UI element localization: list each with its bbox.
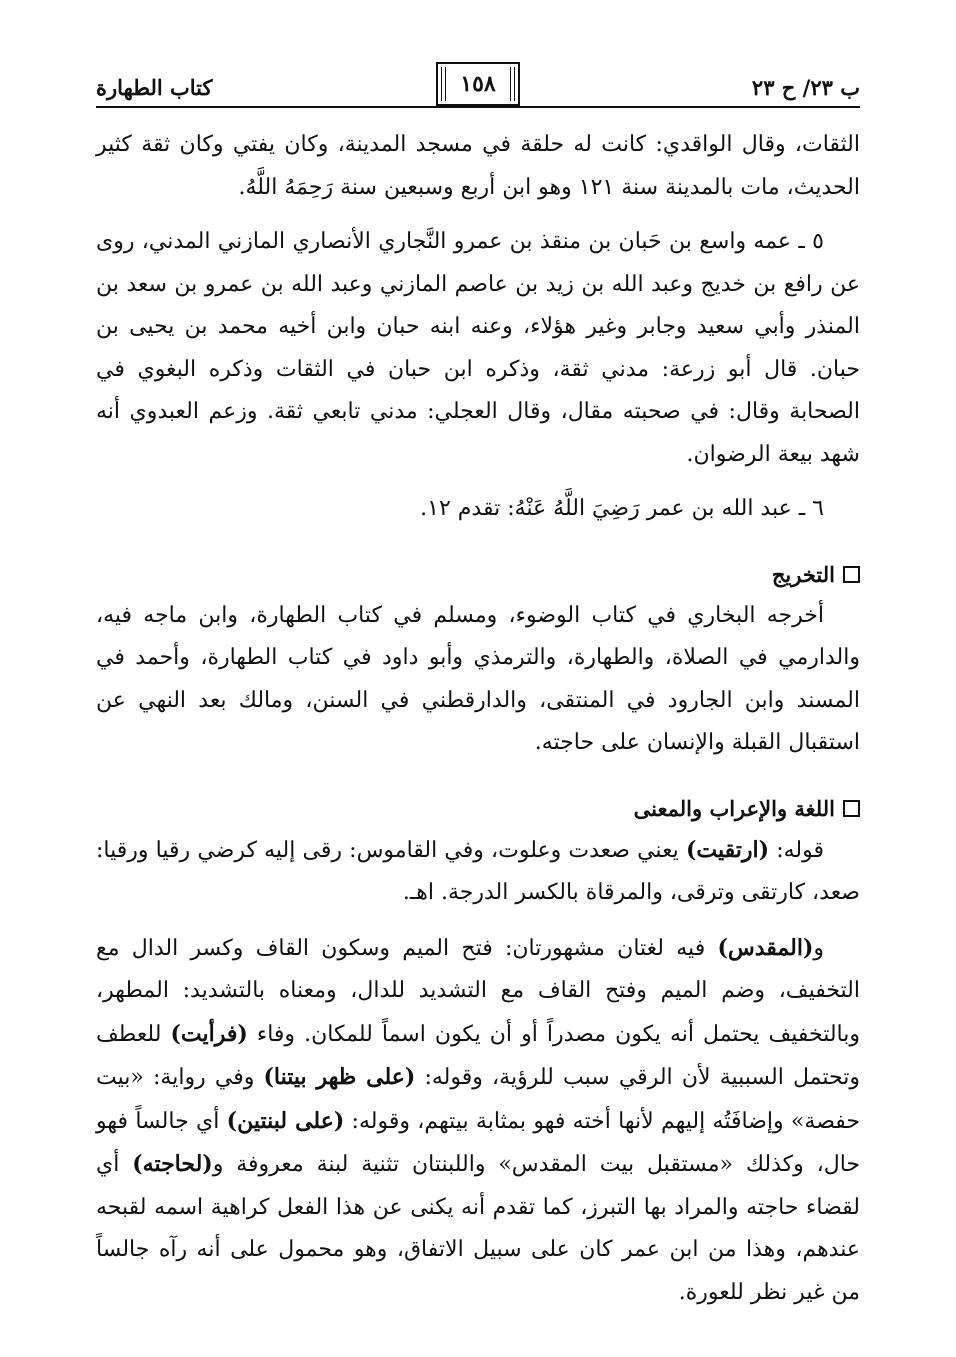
checkbox-square-icon	[843, 800, 860, 817]
text-run: و	[813, 935, 824, 961]
lugha-paragraph-2	[96, 927, 860, 1315]
text-run: أي جالساً فهو حال، وكذلك «مستقبل بيت المقدس» واللبنتان تثنية لبنة معروفة و	[96, 1108, 861, 1177]
text-run: يعني صعدت وعلوت، وفي القاموس: رقى إليه كرضي رقيا ورقيا: صعد، كارتقى وترقى، والمرقاة بالكسر الدرجة. اهـ.	[96, 837, 860, 905]
page-header	[96, 62, 860, 106]
paragraph-narrator-6: ٦ ـ عبد الله بن عمر رَضِيَ اللَّهُ عَنْهُ: تقدم ١٢.	[420, 496, 824, 521]
bold-term: (على ظهر بيتنا)	[263, 1064, 416, 1090]
bold-term: (على لبنتين)	[226, 1107, 345, 1134]
takhrij-heading-label: التخريج	[771, 561, 835, 587]
text-run: أي لقضاء حاجته والمراد بها التبرز، كما تقدم أنه يكنى عن هذا الفعل كراهية اسمه لقبحه عندهم، وهذا من ابن عمر كان على سبيل الاتفاق، وهو محمول على أنه رآه جالساً من غير نظر للعورة.	[96, 1152, 860, 1305]
takhrij-heading	[96, 555, 860, 595]
lugha-heading-label: اللغة والإعراب والمعنى	[633, 795, 835, 821]
page-body	[96, 124, 860, 1314]
text-run: وفي رواية: «بيت حفصة» وإضافَتُه إليهم لأنها أخته فهو بمثابة بيتهم، وقوله:	[96, 1065, 860, 1134]
text-run: للعطف وتحتمل السببية لأن الرقي سبب للرؤية، وقوله:	[96, 1021, 860, 1090]
checkbox-square-icon	[843, 566, 860, 583]
header-divider	[96, 106, 860, 108]
bold-term: (المقدس)	[717, 934, 814, 961]
takhrij-paragraph: أخرجه البخاري في كتاب الوضوء، ومسلم في كتاب الطهارة، وابن ماجه فيه، والدارمي في الصلاة، والطهارة، والترمذي وأبو داود في كتاب الطهارة، وأحمد في المسند وابن الجارود في المنتقى، والدارقطني في السنن، ومالك بعد النهي عن استقبال القبلة والإنسان على حاجته.	[96, 602, 860, 755]
text-run: قوله:	[769, 837, 824, 863]
paragraph-narrator-5: ٥ ـ عمه واسع بن حَبان بن منقذ بن عمرو النَّجاري الأنصاري المازني المدني، روى عن رافع بن خديج وعبد الله بن زيد بن عاصم المازني وعبد الله بن عمرو بن سعد بن المنذر وأبي سعيد وجابر وغير هؤلاء، وعنه ابنه حبان وابن أخيه محمد بن يحيى بن حبان. قال أبو زرعة: مدني ثقة، وذكره ابن حبان في الثقات وذكره البغوي في الصحابة وقال: في صحبته مقال، وقال العجلي: مدني تابعي ثقة. وزعم العبدوي أنه شهد بيعة الرضوان.	[96, 229, 860, 467]
bold-term: (فرأيت)	[170, 1020, 248, 1047]
page-number: ١٥٨	[436, 62, 520, 106]
text-run: فيه لغتان مشهورتان: فتح الميم وسكون القاف وكسر الدال مع التخفيف، وضم الميم وفتح القاف مع التشديد للدال، ومعناه بالتشديد: المطهر، وبالتخفيف يحتمل أنه يكون مصدراً أو أن يكون اسماً للمكان. وفاء	[96, 935, 860, 1047]
paragraph-narrators-end: الثقات، وقال الواقدي: كانت له حلقة في مسجد المدينة، وكان يفتي وكان ثقة كثير الحديث، مات بالمدينة سنة ١٢١ وهو ابن أربع وسبعين سنة رَحِمَهُ اللَّهُ.	[96, 132, 860, 200]
lugha-paragraph-1	[96, 829, 860, 915]
bold-term: (لحاجته)	[132, 1151, 213, 1177]
lugha-heading	[96, 789, 860, 829]
book-title: كتاب الطهارة	[96, 75, 213, 100]
bold-term: (ارتقيت)	[685, 836, 770, 863]
chapter-reference: ب ٢٣/ ح ٢٣	[751, 75, 860, 100]
